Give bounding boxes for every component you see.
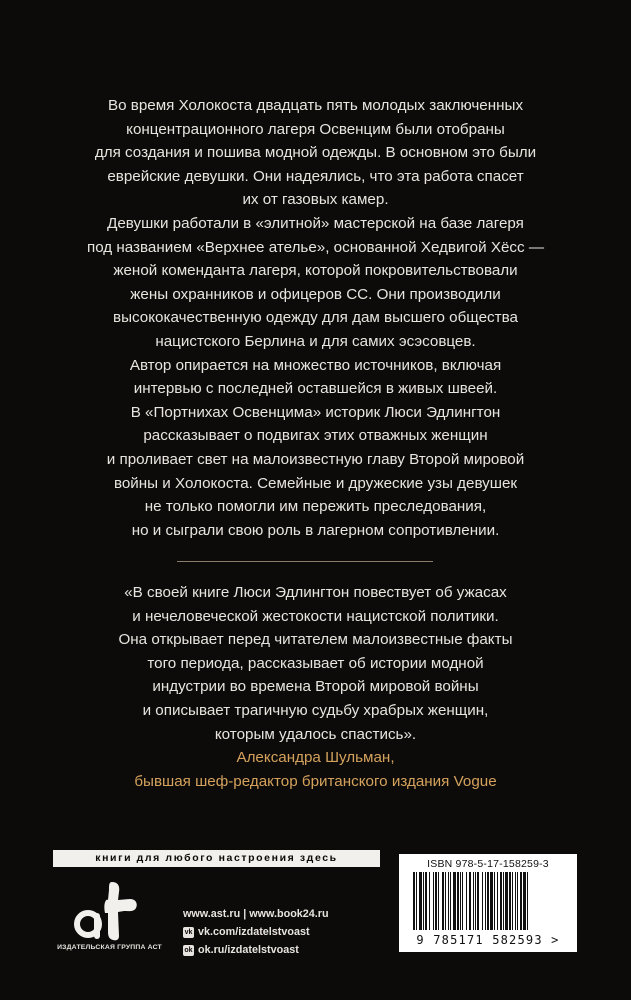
quote-line: Она открывает перед читателем малоизвестные факты: [118, 631, 513, 649]
vk-icon: vk: [184, 928, 193, 936]
quote-line: индустрии во времена Второй мировой войны: [152, 678, 479, 696]
blurb-line: Автор опирается на множество источников, включая: [129, 356, 502, 374]
quote-author-title: бывшая шеф-редактор британского издания Vogue: [134, 772, 497, 790]
blurb-line: женой коменданта лагеря, которой покровительствовали: [113, 262, 518, 280]
blurb-line: интервью с последней оставшейся в живых швеей.: [133, 380, 498, 398]
publisher-logo: [56, 880, 160, 952]
ok-icon: ok: [184, 946, 193, 954]
quote-line: и нечеловеческой жестокости нацистской политики.: [132, 607, 499, 625]
quote-line: того периода, рассказывает об истории модной: [147, 654, 484, 672]
barcode-digits: 9 785171 582593 >: [416, 933, 560, 947]
isbn-label: ISBN 978-5-17-158259-3: [427, 858, 549, 870]
blurb-line: их от газовых камер.: [242, 191, 389, 209]
barcode-icon: [409, 872, 567, 932]
review-quote: [40, 581, 591, 793]
publisher-tagline: книги для любого настроения здесь: [53, 850, 380, 867]
ok-row: [183, 941, 329, 959]
blurb-line: В «Портнихах Освенцима» историк Люси Эдлингтон: [130, 403, 501, 421]
ok-link[interactable]: ok.ru/izdatelstvoast: [198, 944, 299, 956]
vk-row: [183, 923, 329, 941]
blurb-line: концентрационного лагеря Освенцим были отобраны: [126, 120, 505, 138]
vk-link[interactable]: vk.com/izdatelstvoast: [198, 926, 310, 938]
ast-logo-icon: [72, 880, 144, 942]
blurb-line: высококачественную одежду для дам высшего общества: [113, 309, 518, 327]
blurb-line: жены охранников и офицеров СС. Они производили: [130, 285, 501, 303]
quote-line: которым удалось спастись».: [214, 725, 417, 743]
publisher-name: ИЗДАТЕЛЬСКАЯ ГРУППА АСТ: [57, 944, 162, 951]
blurb-line: войны и Холокоста. Семейные и дружеские узы девушек: [113, 474, 518, 492]
blurb-line: еврейские девушки. Они надеялись, что эта работа спасет: [107, 167, 524, 185]
isbn-barcode-box: [399, 854, 577, 952]
blurb-line: Во время Холокоста двадцать пять молодых заключенных: [107, 97, 524, 114]
section-divider: [177, 561, 433, 562]
blurb-line: нацистского Берлина и для самих эсэсовцев.: [155, 332, 476, 350]
quote-line: «В своей книге Люси Эдлингтон повествует об ужасах: [124, 584, 507, 601]
blurb-line: и проливает свет на малоизвестную главу Второй мировой: [106, 450, 525, 468]
websites-link[interactable]: www.ast.ru | www.book24.ru: [183, 908, 329, 920]
blurb-line: под названием «Верхнее ателье», основанной Хедвигой Хёсс —: [86, 238, 545, 256]
blurb-line: рассказывает о подвигах этих отважных женщин: [143, 427, 488, 445]
blurb-line: для создания и пошива модной одежды. В основном это были: [94, 144, 537, 162]
publisher-links: [183, 905, 329, 959]
blurb-line: не только помогли им пережить преследования,: [144, 498, 487, 516]
blurb-text: [40, 94, 591, 542]
quote-line: и описывает трагичную судьбу храбрых женщин,: [142, 701, 489, 719]
blurb-line: Девушки работали в «элитной» мастерской на базе лагеря: [107, 214, 524, 232]
quote-author-name: Александра Шульман,: [236, 749, 395, 767]
sites-row: [183, 905, 329, 923]
blurb-line: но и сыграли свою роль в лагерном сопротивлении.: [131, 521, 500, 539]
